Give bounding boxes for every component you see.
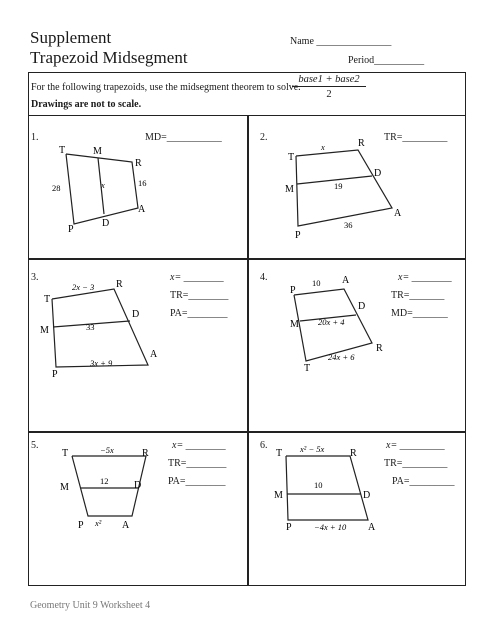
p2-top-length: x xyxy=(321,142,325,152)
footer-text: Geometry Unit 9 Worksheet 4 xyxy=(30,600,151,611)
p5-vertex-D: D xyxy=(134,480,142,491)
p5-vertex-T: T xyxy=(62,448,69,459)
p6-vertex-P: P xyxy=(286,522,292,533)
title-line1: Supplement xyxy=(30,28,112,47)
problem-1-number: 1. xyxy=(31,132,39,143)
p2-vertex-R: R xyxy=(358,138,365,149)
p2-vertex-D: D xyxy=(374,168,382,179)
period-field[interactable]: Period__________ xyxy=(348,55,425,66)
p1-right-length: 16 xyxy=(138,178,147,188)
p3-vertex-T: T xyxy=(44,294,51,305)
p1-midsegment-length: x xyxy=(101,180,105,190)
problem-2-number: 2. xyxy=(260,132,268,143)
problem-5-diagram xyxy=(28,432,246,586)
p1-vertex-D: D xyxy=(102,218,110,229)
problem-4-answer-tr[interactable]: TR=_______ xyxy=(391,290,445,301)
p2-vertex-P: P xyxy=(295,230,301,241)
title-line2: Trapezoid Midsegment xyxy=(30,48,188,67)
p3-top-length: 2x − 3 xyxy=(72,282,95,292)
problem-5-answer-pa[interactable]: PA=________ xyxy=(168,476,226,487)
p2-midsegment-length: 19 xyxy=(334,181,343,191)
p4-midsegment-length: 20x + 4 xyxy=(318,317,345,327)
problem-6-answer-pa[interactable]: PA=_________ xyxy=(392,476,455,487)
p1-vertex-M: M xyxy=(93,146,102,157)
p3-vertex-D: D xyxy=(132,309,140,320)
p4-bottom-length: 24x + 6 xyxy=(328,352,355,362)
p5-vertex-R: R xyxy=(142,448,149,459)
problem-3-diagram xyxy=(28,259,246,431)
p2-vertex-A: A xyxy=(394,208,402,219)
p6-vertex-D: D xyxy=(363,490,371,501)
p3-bottom-length: 3x + 9 xyxy=(90,358,113,368)
problem-1-diagram xyxy=(28,116,246,258)
not-to-scale-note: Drawings are not to scale. xyxy=(31,99,142,110)
problem-6-number: 6. xyxy=(260,440,268,451)
p5-vertex-A: A xyxy=(122,520,130,531)
p1-vertex-R: R xyxy=(135,158,142,169)
p6-bottom-length: −4x + 10 xyxy=(314,522,347,532)
p5-bottom-length: x² xyxy=(95,518,102,528)
problem-5-number: 5. xyxy=(31,440,39,451)
problem-3-answer-tr[interactable]: TR=________ xyxy=(170,290,229,301)
problem-3-answer-x[interactable]: x= ________ xyxy=(170,272,224,283)
problem-6-answer-x[interactable]: x= _________ xyxy=(386,440,445,451)
formula-numerator: base1 + base2 xyxy=(292,74,366,87)
problem-3-number: 3. xyxy=(31,272,39,283)
problem-5-answer-x[interactable]: x= ________ xyxy=(172,440,226,451)
p3-vertex-A: A xyxy=(150,349,158,360)
p6-vertex-A: A xyxy=(368,522,376,533)
problem-4-answer-md[interactable]: MD=_______ xyxy=(391,308,448,319)
problem-2-answer-tr[interactable]: TR=_________ xyxy=(384,132,448,143)
p6-top-length: x² − 5x xyxy=(300,444,325,454)
p5-midsegment-length: 12 xyxy=(100,476,109,486)
midsegment-formula xyxy=(292,74,366,100)
p6-midsegment-length: 10 xyxy=(314,480,323,490)
problem-1-answer-md[interactable]: MD=___________ xyxy=(145,132,222,143)
problem-3-answer-pa[interactable]: PA=________ xyxy=(170,308,228,319)
formula-denominator: 2 xyxy=(326,89,332,100)
p6-vertex-R: R xyxy=(350,448,357,459)
p1-vertex-T: T xyxy=(59,145,66,156)
problem-6-answer-tr[interactable]: TR=_________ xyxy=(384,458,448,469)
p5-top-length: −5x xyxy=(100,445,114,455)
name-field[interactable]: Name _______________ xyxy=(290,36,392,47)
p4-vertex-A: A xyxy=(342,275,350,286)
p6-vertex-M: M xyxy=(274,490,283,501)
p1-vertex-A: A xyxy=(138,204,146,215)
p4-top-length: 10 xyxy=(312,278,321,288)
p5-vertex-M: M xyxy=(60,482,69,493)
problem-2-diagram xyxy=(248,116,466,258)
instructions-text: For the following trapezoids, use the midsegment theorem to solve. xyxy=(31,82,301,93)
p4-vertex-M: M xyxy=(290,319,299,330)
p3-vertex-R: R xyxy=(116,279,123,290)
problem-4-answer-x[interactable]: x= ________ xyxy=(398,272,452,283)
p4-vertex-P: P xyxy=(290,285,296,296)
p2-vertex-T: T xyxy=(288,152,295,163)
p6-vertex-T: T xyxy=(276,448,283,459)
p1-vertex-P: P xyxy=(68,224,74,235)
p4-vertex-D: D xyxy=(358,301,366,312)
p2-vertex-M: M xyxy=(285,184,294,195)
p1-left-length: 28 xyxy=(52,183,61,193)
problem-6-diagram xyxy=(248,432,466,586)
problem-4-diagram xyxy=(248,259,466,431)
p5-vertex-P: P xyxy=(78,520,84,531)
problem-4-number: 4. xyxy=(260,272,268,283)
p3-midsegment-length: 33 xyxy=(86,322,95,332)
problem-5-answer-tr[interactable]: TR=________ xyxy=(168,458,227,469)
p4-vertex-R: R xyxy=(376,343,383,354)
p2-bottom-length: 36 xyxy=(344,220,353,230)
p3-vertex-P: P xyxy=(52,369,58,380)
p3-vertex-M: M xyxy=(40,325,49,336)
p4-vertex-T: T xyxy=(304,363,311,374)
